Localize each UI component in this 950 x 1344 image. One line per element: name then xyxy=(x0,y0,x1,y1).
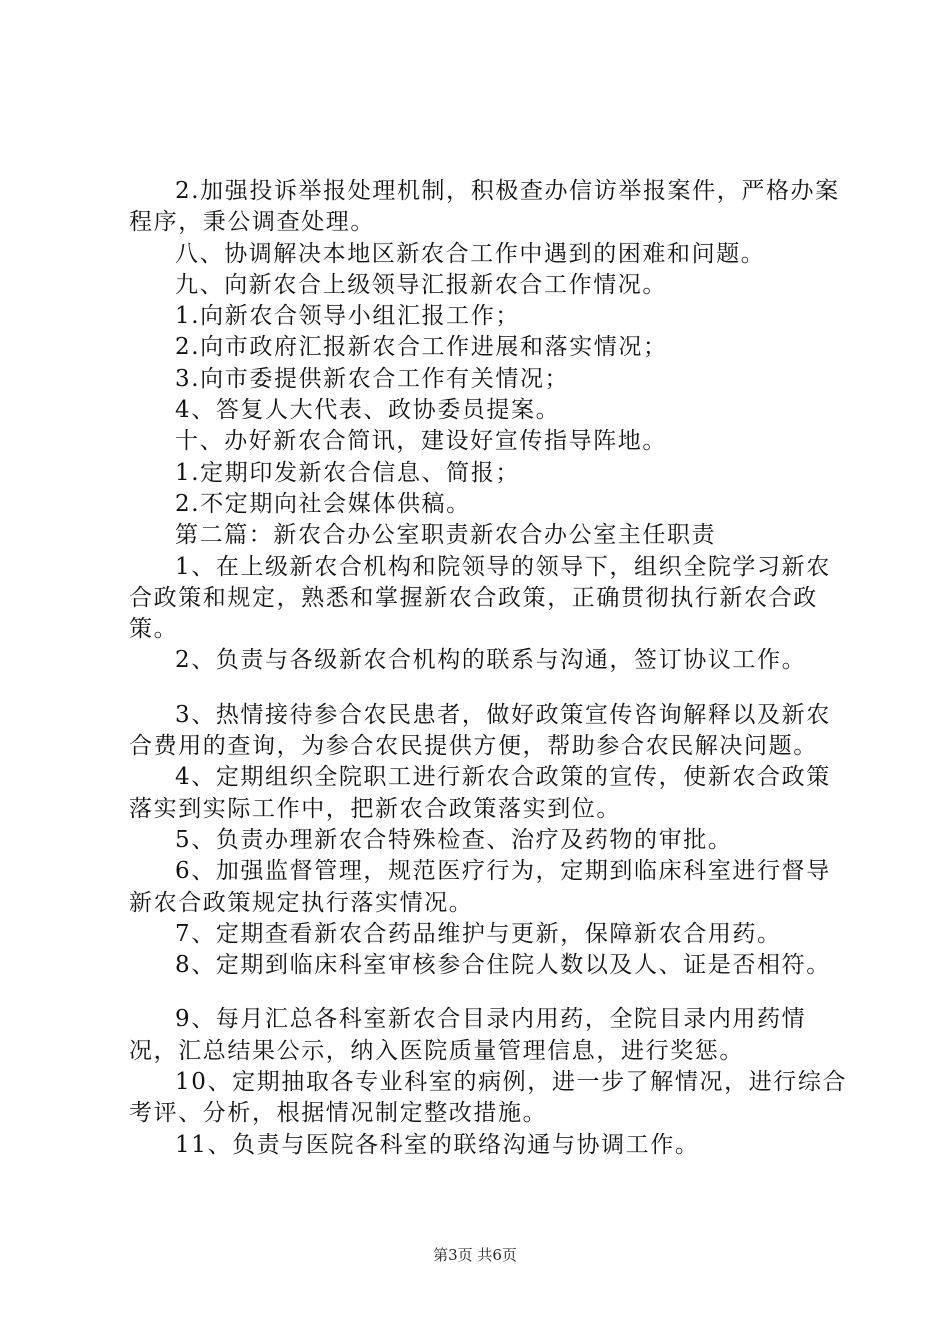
list-item: 4、答复人大代表、政协委员提案。 xyxy=(175,397,561,424)
duty-item: 5、负责办理新农合特殊检查、治疗及药物的审批。 xyxy=(175,826,733,853)
duty-item: 6、加强监督管理，规范医疗行为，定期到临床科室进行督导新农合政策规定执行落实情况。 xyxy=(129,858,831,916)
section-heading: 十、办好新农合简讯，建设好宣传指导阵地。 xyxy=(175,428,667,455)
duty-item: 8、定期到临床科室审核参合住院人数以及人、证是否相符。 xyxy=(175,952,831,979)
duty-item: 7、定期查看新农合药品维护与更新，保障新农合用药。 xyxy=(175,920,782,947)
duty-item: 2、负责与各级新农合机构的联系与沟通，签订协议工作。 xyxy=(175,647,807,674)
section-heading: 九、向新农合上级领导汇报新农合工作情况。 xyxy=(175,271,667,298)
duty-item: 1、在上级新农合机构和院领导的领导下，组织全院学习新农合政策和规定，熟悉和掌握新农合政策，正确贯彻执行新农合政策。 xyxy=(129,553,831,643)
list-item: 1.定期印发新农合信息、简报； xyxy=(175,459,520,486)
blank-line xyxy=(129,981,849,1004)
duty-item: 3、热情接待参合农民患者，做好政策宣传咨询解释以及新农合费用的查询，为参合农民提供方便，帮助参合农民解决问题。 xyxy=(129,701,831,760)
paragraph: 2.加强投诉举报处理机制，积极查办信访举报案件，严格办案程序，秉公调查处理。 xyxy=(129,178,840,236)
duty-item: 10、定期抽取各专业科室的病例，进一步了解情况，进行综合考评、分析，根据情况制定整改措施。 xyxy=(129,1069,848,1127)
duty-item: 4、定期组织全院职工进行新农合政策的宣传，使新农合政策落实到实际工作中，把新农合政策落实到位。 xyxy=(129,764,831,822)
list-item: 3.向市委提供新农合工作有关情况； xyxy=(175,365,570,392)
duty-item: 11、负责与医院各科室的联络沟通与协调工作。 xyxy=(175,1131,700,1158)
page-number: 第3页 共6页 xyxy=(433,1246,517,1264)
list-item: 2.向市政府汇报新农合工作进展和落实情况； xyxy=(175,334,668,361)
list-item: 2.不定期向社会媒体供稿。 xyxy=(175,490,471,517)
blank-line xyxy=(129,677,849,700)
chapter-title: 第二篇：新农合办公室职责新农合办公室主任职责 xyxy=(175,522,717,549)
list-item: 1.向新农合领导小组汇报工作； xyxy=(175,303,520,330)
section-heading: 八、协调解决本地区新农合工作中遇到的困难和问题。 xyxy=(175,240,766,267)
document-body xyxy=(129,176,849,1161)
duty-item: 9、每月汇总各科室新农合目录内用药，全院目录内用药情况，汇总结果公示，纳入医院质量管理信息，进行奖惩。 xyxy=(129,1006,807,1064)
